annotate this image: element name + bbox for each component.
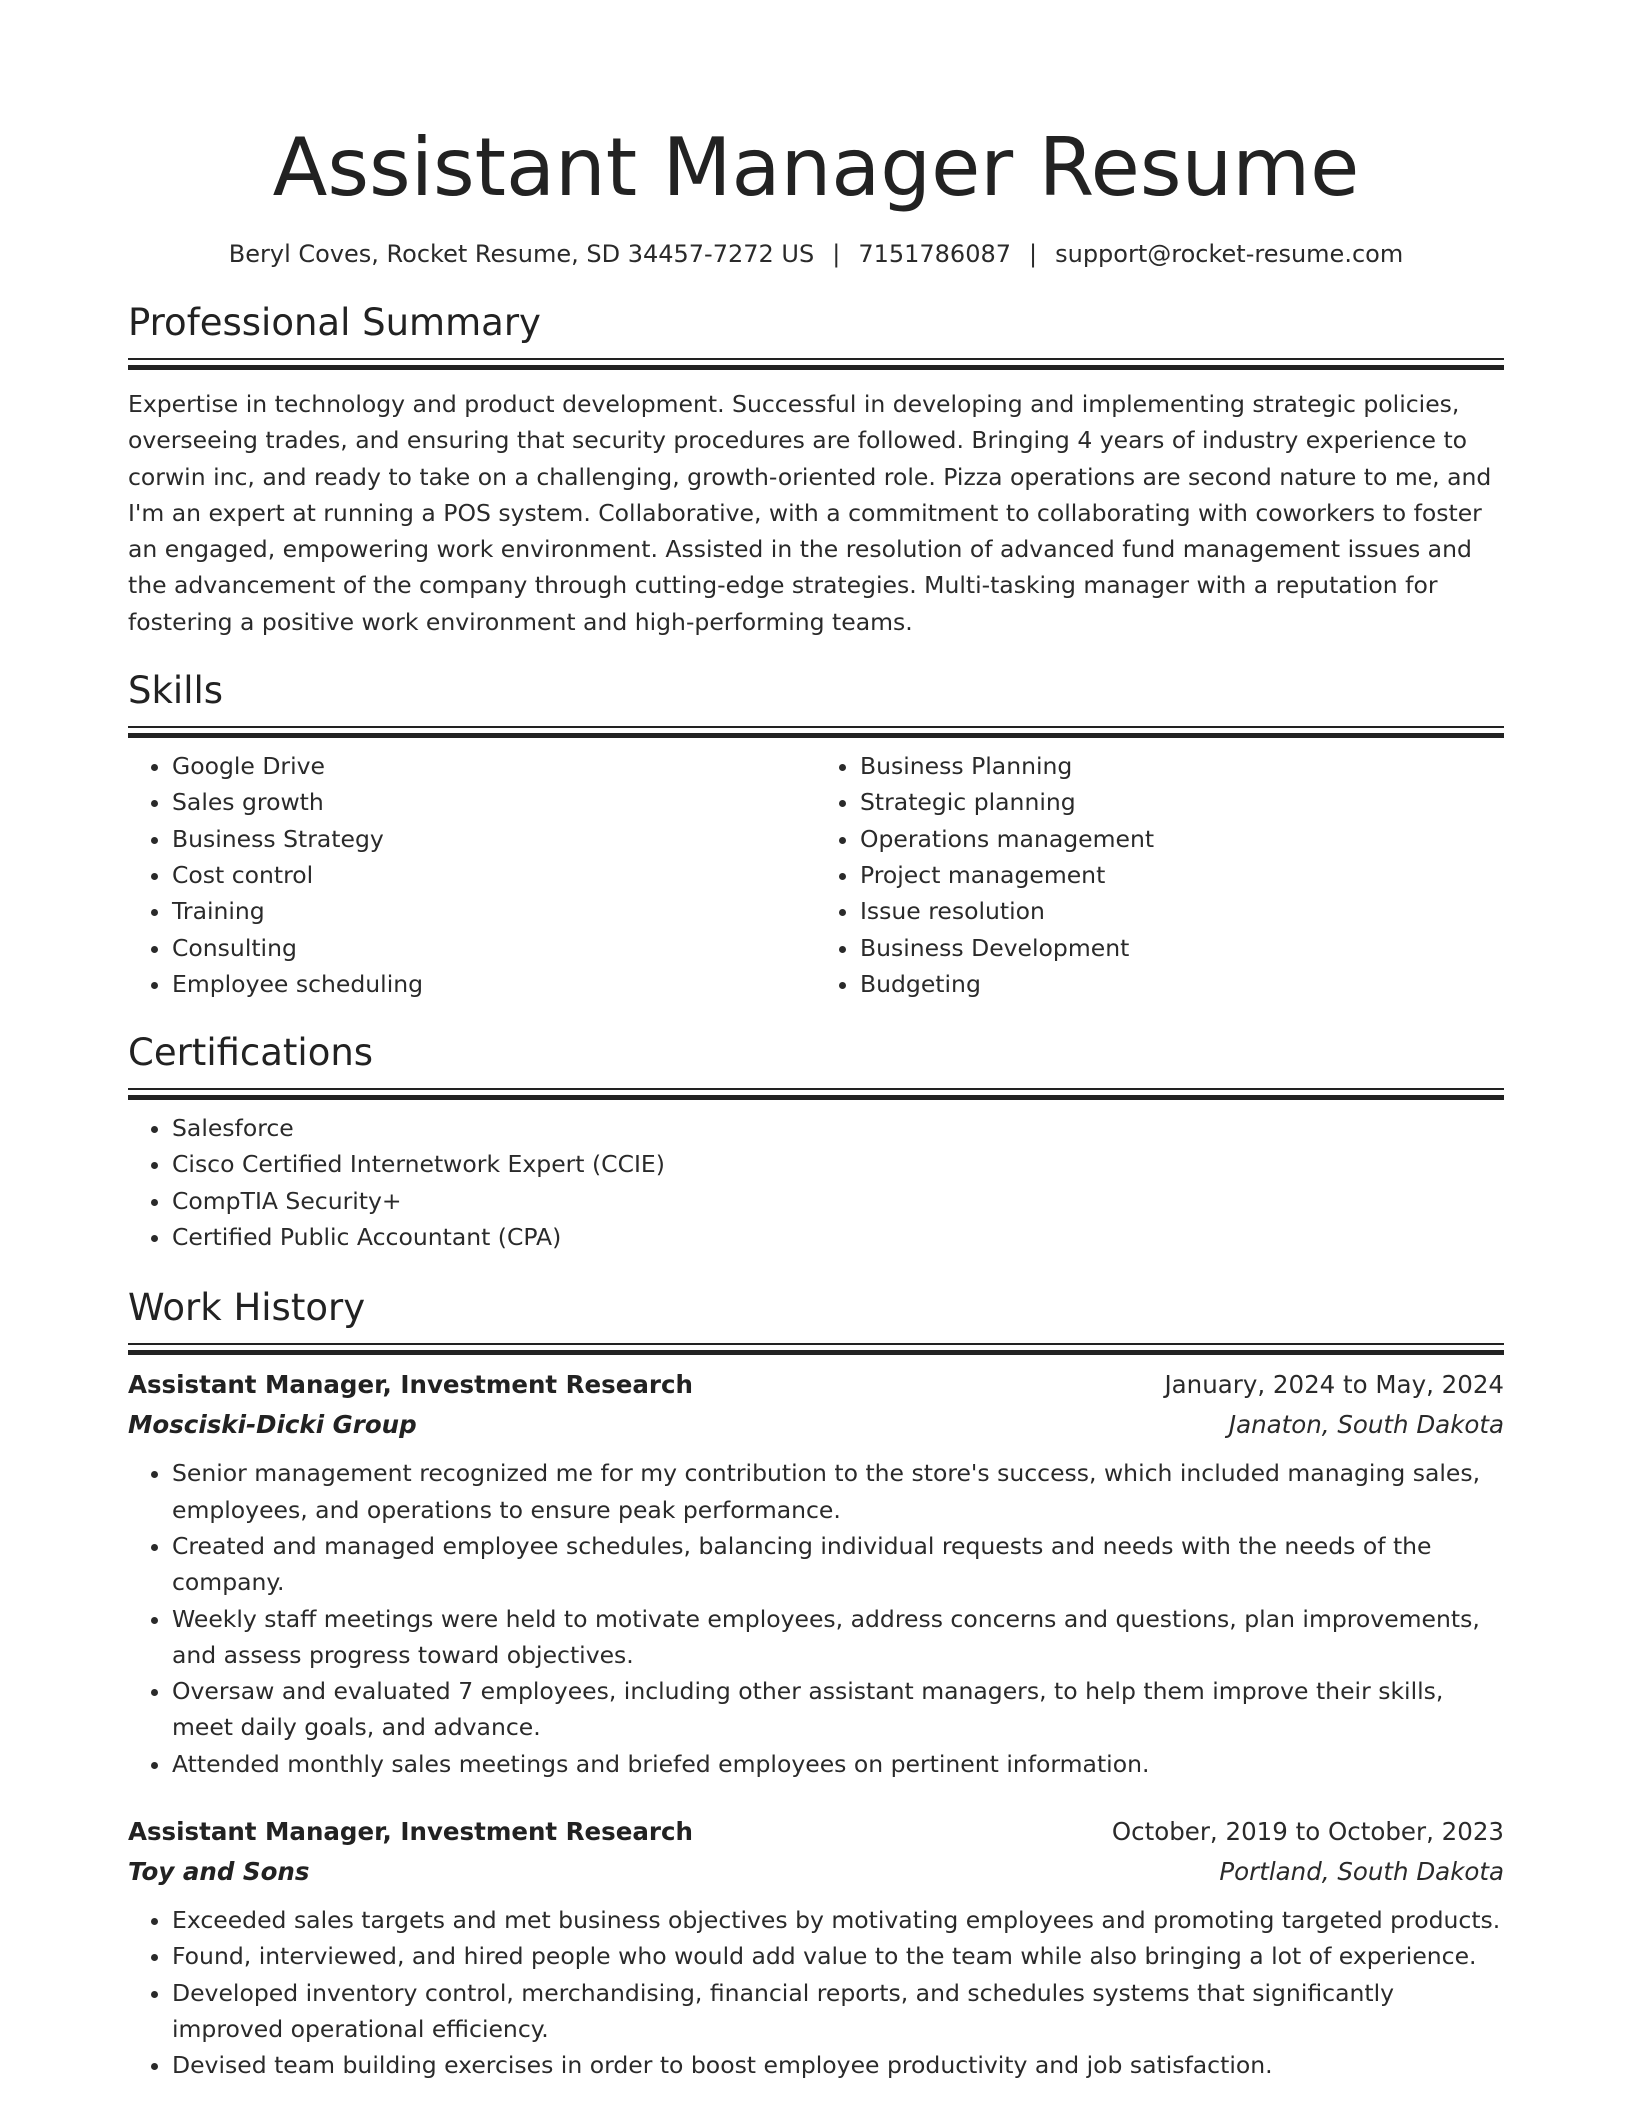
contact-line: [128, 238, 1504, 270]
job-bullet: • Developed inventory control, merchandising, financial reports, and schedules systems that significantly improved operational efficiency.: [172, 1975, 1504, 2048]
skill-item: • Business Planning: [860, 748, 1504, 784]
job-company: Mosciski-Dicki Group: [128, 1410, 417, 1440]
section-divider: [128, 726, 1504, 728]
job-entry: [128, 1365, 1504, 1782]
skill-item: • Issue resolution: [860, 893, 1504, 929]
skill-item: • Strategic planning: [860, 784, 1504, 820]
job-entry: [128, 1812, 1504, 2083]
contact-separator: |: [1029, 240, 1038, 268]
skills-section: [128, 668, 1504, 1002]
job-dates: January, 2024 to May, 2024: [1164, 1370, 1504, 1400]
section-heading-work-history: Work History: [128, 1286, 366, 1330]
skill-item: • Operations management: [860, 821, 1504, 857]
job-company-row: [128, 1405, 1504, 1445]
skills-columns: [128, 748, 1504, 1002]
certification-item: • Certified Public Accountant (CPA): [172, 1219, 1504, 1255]
certification-item: • Salesforce: [172, 1110, 1504, 1146]
job-bullet-list: [128, 1902, 1504, 2083]
job-bullet: • Oversaw and evaluated 7 employees, including other assistant managers, to help them improve their skills, meet daily goals, and advance.: [172, 1673, 1504, 1746]
skills-list-right: [816, 748, 1504, 1002]
job-bullet: • Exceeded sales targets and met business objectives by motivating employees and promoting targeted products.: [172, 1902, 1504, 1938]
job-bullet: • Devised team building exercises in order to boost employee productivity and job satisfaction.: [172, 2047, 1504, 2083]
job-title-row: [128, 1812, 1504, 1852]
certification-item: • Cisco Certified Internetwork Expert (CCIE): [172, 1146, 1504, 1182]
job-title: Assistant Manager, Investment Research: [128, 1817, 693, 1847]
skill-item: • Training: [172, 893, 816, 929]
job-bullet: • Created and managed employee schedules, balancing individual requests and needs with the needs of the company.: [172, 1528, 1504, 1601]
certifications-list: [128, 1110, 1504, 1255]
resume-page: [128, 0, 1504, 2084]
job-bullet-list: [128, 1455, 1504, 1782]
job-bullet: • Found, interviewed, and hired people who would add value to the team while also bringing a lot of experience.: [172, 1938, 1504, 1974]
contact-address: Beryl Coves, Rocket Resume, SD 34457-7272 US: [228, 240, 815, 268]
resume-title: Assistant Manager Resume: [272, 121, 1360, 214]
skill-item: • Business Strategy: [172, 821, 816, 857]
job-location: Janaton, South Dakota: [1228, 1410, 1504, 1440]
skill-item: • Budgeting: [860, 966, 1504, 1002]
contact-separator: |: [832, 240, 841, 268]
work-history-section: [128, 1285, 1504, 2083]
professional-summary-section: [128, 300, 1504, 640]
certification-item: • CompTIA Security+: [172, 1183, 1504, 1219]
skill-item: • Employee scheduling: [172, 966, 816, 1002]
skill-item: • Sales growth: [172, 784, 816, 820]
section-heading-skills: Skills: [128, 669, 224, 713]
job-bullet: • Weekly staff meetings were held to motivate employees, address concerns and questions, plan improvements, and assess progress toward objectives.: [172, 1601, 1504, 1674]
skill-item: • Cost control: [172, 857, 816, 893]
section-divider: [128, 1088, 1504, 1090]
skills-list-left: [128, 748, 816, 1002]
contact-phone: 7151786087: [858, 240, 1012, 268]
job-company-row: [128, 1852, 1504, 1892]
job-title-row: [128, 1365, 1504, 1405]
section-heading-certifications: Certifications: [128, 1031, 374, 1075]
summary-text: Expertise in technology and product development. Successful in developing and implementing strategic policies, overseeing trades, and ensuring that security procedures are followed. Bringing 4 years of industry experience to corwin inc, and ready to take on a challenging, growth-oriented role. Pizza operations are second nature to me, and I'm an expert at running a POS system. Collaborative, with a commitment to collaborating with coworkers to foster an engaged, empowering work environment. Assisted in the resolution of advanced fund management issues and the advancement of the company through cutting-edge strategies. Multi-tasking manager with a reputation for fostering a positive work environment and high-performing teams.: [128, 390, 1492, 636]
section-divider: [128, 1343, 1504, 1345]
job-bullet: • Attended monthly sales meetings and briefed employees on pertinent information.: [172, 1746, 1504, 1782]
contact-email: support@rocket-resume.com: [1055, 240, 1404, 268]
section-heading-summary: Professional Summary: [128, 301, 541, 344]
skill-item: • Google Drive: [172, 748, 816, 784]
job-location: Portland, South Dakota: [1219, 1857, 1504, 1887]
job-title: Assistant Manager, Investment Research: [128, 1370, 693, 1400]
job-dates: October, 2019 to October, 2023: [1111, 1817, 1504, 1847]
job-company: Toy and Sons: [128, 1857, 310, 1887]
job-bullet: • Senior management recognized me for my contribution to the store's success, which included managing sales, employees, and operations to ensure peak performance.: [172, 1455, 1504, 1528]
skill-item: • Project management: [860, 857, 1504, 893]
skill-item: • Business Development: [860, 930, 1504, 966]
skill-item: • Consulting: [172, 930, 816, 966]
certifications-section: [128, 1030, 1504, 1255]
section-divider: [128, 358, 1504, 360]
